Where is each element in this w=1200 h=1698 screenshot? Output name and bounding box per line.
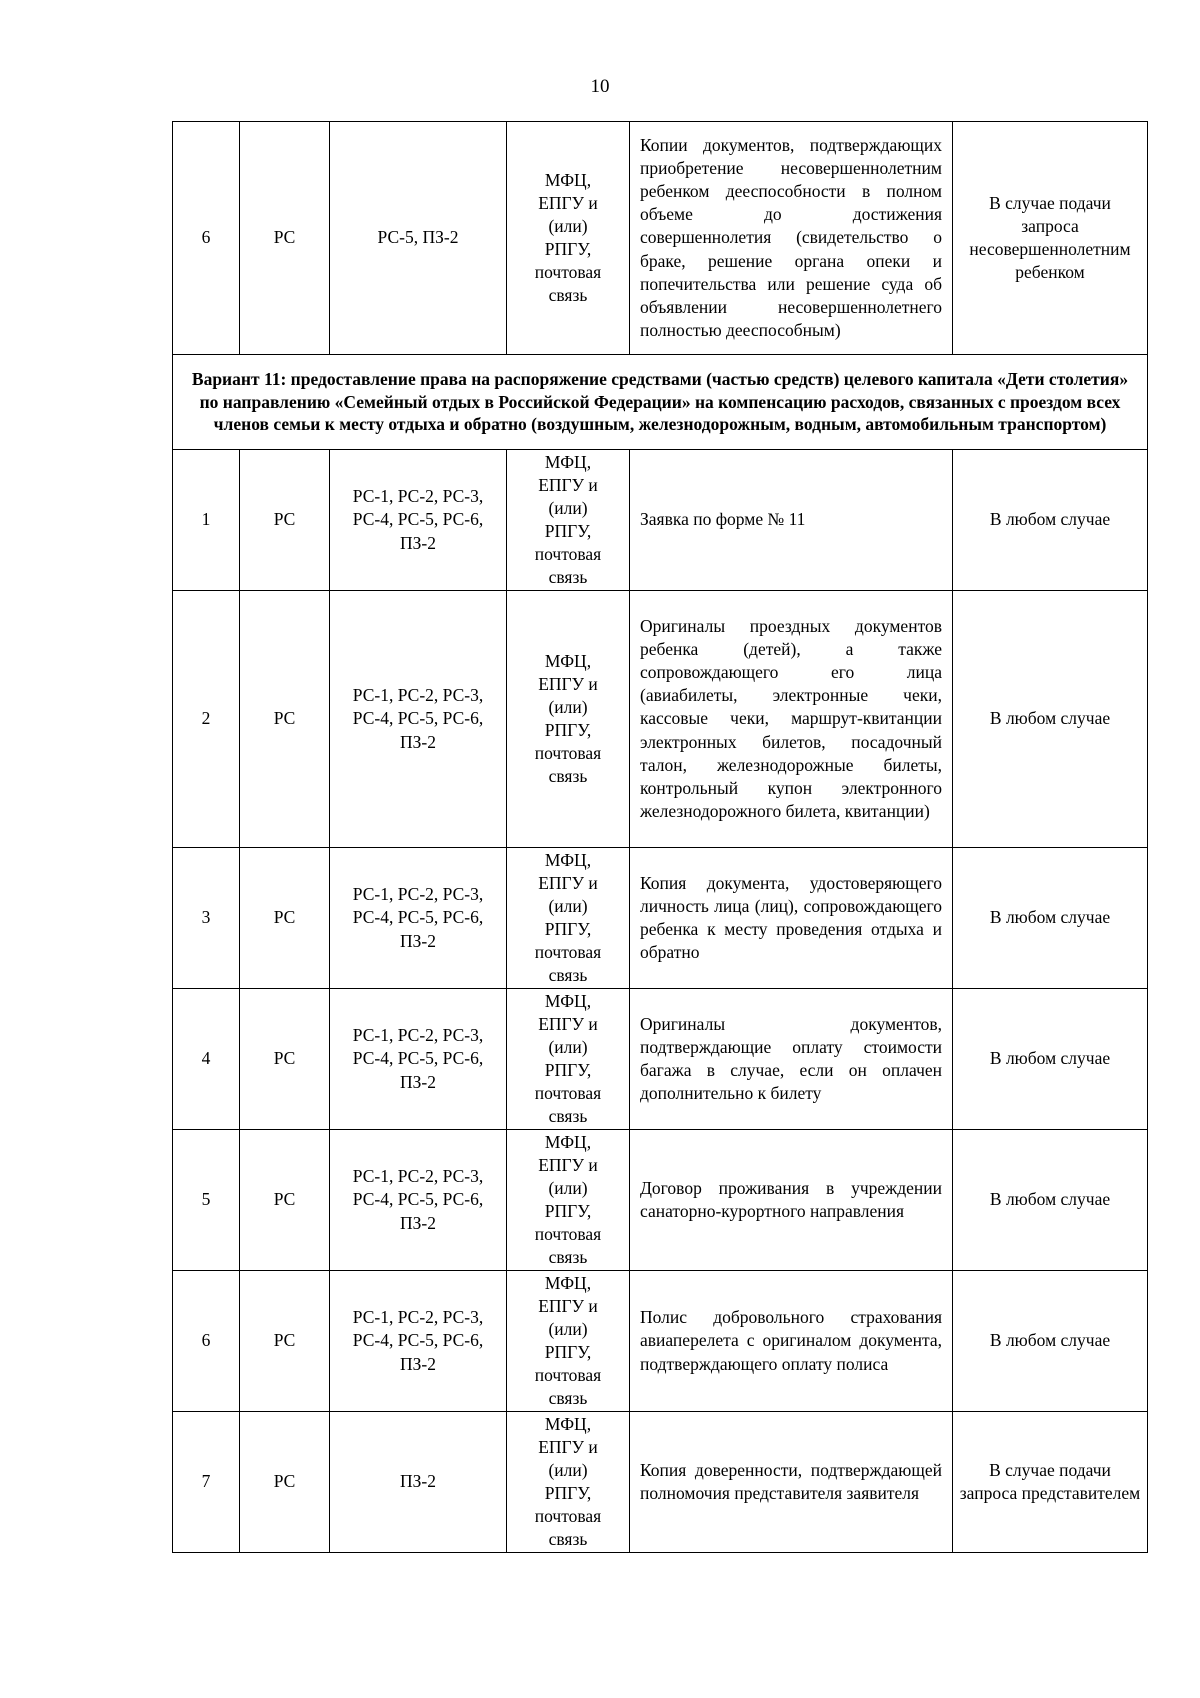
row-note: В любом случае bbox=[953, 848, 1148, 989]
row-description: Копия документа, удостоверяющего личность лица (лиц), сопровождающего ребенка к месту проведения отдыха и обратно bbox=[630, 848, 953, 989]
page-number: 10 bbox=[590, 76, 610, 97]
row-number: 5 bbox=[173, 1130, 240, 1271]
table-row bbox=[173, 989, 1148, 1130]
row-number: 2 bbox=[173, 591, 240, 848]
row-type: РС bbox=[240, 1130, 330, 1271]
row-description: Оригиналы проездных документов ребенка (детей), а также сопровождающего его лица (авиабилеты, электронные чеки, кассовые чеки, маршрут-квитанции электронных билетов, посадочный талон, железнодорожные билеты, контрольный купон электронного железнодорожного билета, квитанции) bbox=[630, 591, 953, 848]
table-row bbox=[173, 1412, 1148, 1553]
row-type: РС bbox=[240, 450, 330, 591]
table-row bbox=[173, 450, 1148, 591]
row-type: РС bbox=[240, 1271, 330, 1412]
row-number: 4 bbox=[173, 989, 240, 1130]
variant-header-row bbox=[173, 355, 1148, 450]
row-channel: МФЦ, ЕПГУ и (или) РПГУ, почтовая связь bbox=[507, 1130, 630, 1271]
table-row bbox=[173, 122, 1148, 355]
row-description: Полис добровольного страхования авиаперелета с оригиналом документа, подтверждающего оплату полиса bbox=[630, 1271, 953, 1412]
top-rows bbox=[173, 122, 1148, 450]
row-channel: МФЦ, ЕПГУ и (или) РПГУ, почтовая связь bbox=[507, 1412, 630, 1553]
row-note: В случае подачи запроса несовершеннолетним ребенком bbox=[953, 122, 1148, 355]
row-channel: МФЦ, ЕПГУ и (или) РПГУ, почтовая связь bbox=[507, 122, 630, 355]
variant-rows bbox=[173, 450, 1148, 1553]
row-description: Договор проживания в учреждении санаторно-курортного направления bbox=[630, 1130, 953, 1271]
row-description: Оригиналы документов, подтверждающие оплату стоимости багажа в случае, если он оплачен дополнительно к билету bbox=[630, 989, 953, 1130]
row-number: 6 bbox=[173, 122, 240, 355]
row-description: Копия доверенности, подтверждающей полномочия представителя заявителя bbox=[630, 1412, 953, 1553]
row-description: Копии документов, подтверждающих приобретение несовершеннолетним ребенком дееспособности в полном объеме до достижения совершеннолетия (свидетельство о браке, решение органа опеки и попечительства или решение суда об объявлении несовершеннолетнего полностью дееспособным) bbox=[630, 122, 953, 355]
row-note: В любом случае bbox=[953, 1130, 1148, 1271]
row-note: В любом случае bbox=[953, 989, 1148, 1130]
row-type: РС bbox=[240, 1412, 330, 1553]
variant-title: Вариант 11: предоставление права на распоряжение средствами (частью средств) целевого капитала «Дети столетия» по направлению «Семейный отдых в Российской Федерации» на компенсацию расходов, связанных с проездом всех членов семьи к месту отдыха и обратно (воздушным, железнодорожным, водным, автомобильным транспортом) bbox=[173, 355, 1148, 450]
row-codes: РС-5, ПЗ-2 bbox=[330, 122, 507, 355]
table-row bbox=[173, 591, 1148, 848]
row-channel: МФЦ, ЕПГУ и (или) РПГУ, почтовая связь bbox=[507, 1271, 630, 1412]
row-number: 7 bbox=[173, 1412, 240, 1553]
row-channel: МФЦ, ЕПГУ и (или) РПГУ, почтовая связь bbox=[507, 450, 630, 591]
row-codes: РС-1, РС-2, РС-3, РС-4, РС-5, РС-6, ПЗ-2 bbox=[330, 591, 507, 848]
row-codes: РС-1, РС-2, РС-3, РС-4, РС-5, РС-6, ПЗ-2 bbox=[330, 1130, 507, 1271]
row-type: РС bbox=[240, 848, 330, 989]
row-codes: РС-1, РС-2, РС-3, РС-4, РС-5, РС-6, ПЗ-2 bbox=[330, 989, 507, 1130]
table-row bbox=[173, 848, 1148, 989]
row-codes: РС-1, РС-2, РС-3, РС-4, РС-5, РС-6, ПЗ-2 bbox=[330, 848, 507, 989]
row-channel: МФЦ, ЕПГУ и (или) РПГУ, почтовая связь bbox=[507, 848, 630, 989]
row-channel: МФЦ, ЕПГУ и (или) РПГУ, почтовая связь bbox=[507, 591, 630, 848]
row-number: 3 bbox=[173, 848, 240, 989]
row-codes: РС-1, РС-2, РС-3, РС-4, РС-5, РС-6, ПЗ-2 bbox=[330, 450, 507, 591]
row-type: РС bbox=[240, 989, 330, 1130]
row-note: В случае подачи запроса представителем bbox=[953, 1412, 1148, 1553]
row-number: 6 bbox=[173, 1271, 240, 1412]
row-channel: МФЦ, ЕПГУ и (или) РПГУ, почтовая связь bbox=[507, 989, 630, 1130]
documents-table bbox=[172, 121, 1148, 1553]
row-note: В любом случае bbox=[953, 591, 1148, 848]
table-row bbox=[173, 1271, 1148, 1412]
row-number: 1 bbox=[173, 450, 240, 591]
row-note: В любом случае bbox=[953, 1271, 1148, 1412]
row-note: В любом случае bbox=[953, 450, 1148, 591]
row-type: РС bbox=[240, 591, 330, 848]
row-type: РС bbox=[240, 122, 330, 355]
row-description: Заявка по форме № 11 bbox=[630, 450, 953, 591]
row-codes: ПЗ-2 bbox=[330, 1412, 507, 1553]
row-codes: РС-1, РС-2, РС-3, РС-4, РС-5, РС-6, ПЗ-2 bbox=[330, 1271, 507, 1412]
table-row bbox=[173, 1130, 1148, 1271]
